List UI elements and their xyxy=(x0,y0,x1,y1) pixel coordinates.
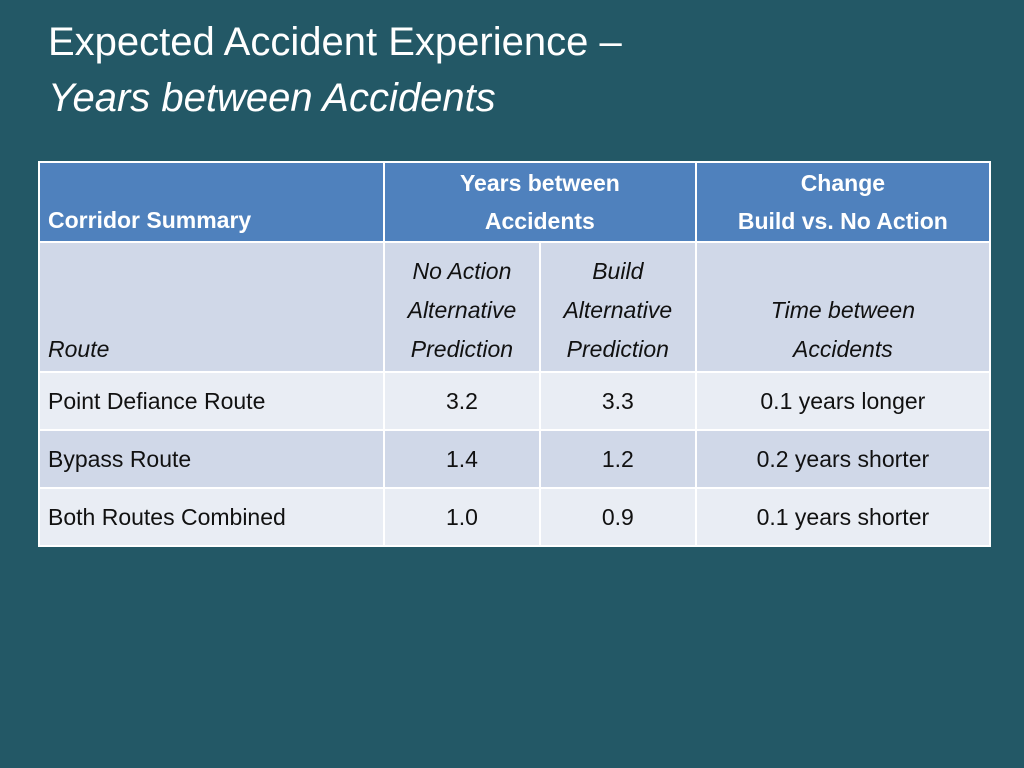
route-name: Bypass Route xyxy=(39,430,384,488)
subheader-no-action-line2: Alternative xyxy=(407,297,517,323)
subheader-no-action-line1: No Action xyxy=(412,258,512,284)
no-action-value: 1.0 xyxy=(384,488,540,546)
change-value: 0.1 years shorter xyxy=(696,488,990,546)
subheader-time-between xyxy=(696,242,990,372)
title-line-2: Years between Accidents xyxy=(48,76,496,120)
header-change xyxy=(696,162,990,242)
header-corridor-summary: Corridor Summary xyxy=(39,162,384,242)
title-line-1: Expected Accident Experience – xyxy=(48,20,622,64)
subheader-time-between-line1: Time between xyxy=(770,297,915,323)
table-subheader-row xyxy=(39,242,990,372)
subheader-route: Route xyxy=(39,242,384,372)
table-header-row xyxy=(39,162,990,242)
table-row xyxy=(39,372,990,430)
corridor-summary-table xyxy=(38,161,991,547)
table-row xyxy=(39,430,990,488)
route-name: Point Defiance Route xyxy=(39,372,384,430)
no-action-value: 3.2 xyxy=(384,372,540,430)
slide-title xyxy=(48,14,622,126)
route-name: Both Routes Combined xyxy=(39,488,384,546)
table-row xyxy=(39,488,990,546)
build-value: 3.3 xyxy=(540,372,696,430)
subheader-no-action xyxy=(384,242,540,372)
subheader-build xyxy=(540,242,696,372)
subheader-time-between-line2: Accidents xyxy=(793,336,893,362)
subheader-no-action-line3: Prediction xyxy=(410,336,514,362)
change-value: 0.2 years shorter xyxy=(696,430,990,488)
build-value: 0.9 xyxy=(540,488,696,546)
subheader-build-line3: Prediction xyxy=(566,336,669,362)
build-value: 1.2 xyxy=(540,430,696,488)
header-change-line1: Change xyxy=(800,170,886,196)
header-years-between-line1: Years between xyxy=(459,170,620,196)
change-value: 0.1 years longer xyxy=(696,372,990,430)
subheader-build-line2: Alternative xyxy=(563,297,673,323)
header-years-between-line2: Accidents xyxy=(484,208,595,234)
header-change-line2: Build vs. No Action xyxy=(737,208,948,234)
subheader-build-line1: Build xyxy=(592,258,644,284)
header-years-between xyxy=(384,162,696,242)
no-action-value: 1.4 xyxy=(384,430,540,488)
